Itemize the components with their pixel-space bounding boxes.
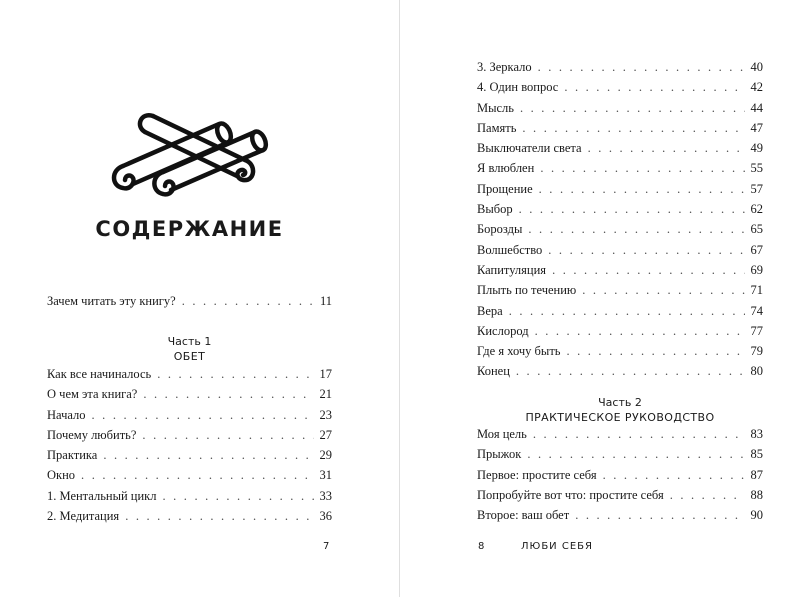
toc-entry-title: Почему любить? bbox=[47, 427, 137, 442]
toc-entry-page: 57 bbox=[750, 181, 763, 196]
toc-entry-page: 90 bbox=[750, 508, 763, 523]
toc-leader-dots bbox=[538, 60, 745, 75]
toc-leader-dots bbox=[81, 468, 313, 483]
toc-entry-page: 44 bbox=[750, 100, 763, 115]
running-head: ЛЮБИ СЕБЯ bbox=[521, 541, 593, 552]
toc-entry-page: 17 bbox=[319, 367, 332, 381]
toc-leader-dots bbox=[519, 202, 745, 217]
toc-leader-dots bbox=[575, 508, 744, 523]
toc-entry-title: 2. Медитация bbox=[47, 509, 120, 524]
toc-entry[interactable] bbox=[477, 161, 763, 181]
toc-entry[interactable] bbox=[47, 448, 332, 468]
toc-entry-title: Капитуляция bbox=[477, 262, 547, 277]
toc-entry-title: Мысль bbox=[477, 100, 514, 115]
toc-entry[interactable] bbox=[47, 294, 332, 314]
part-title: ОБЕТ bbox=[173, 350, 206, 363]
toc-leader-dots bbox=[582, 283, 744, 298]
toc-entry[interactable] bbox=[47, 468, 332, 488]
toc-entry-title: Прыжок bbox=[477, 447, 522, 462]
toc-entry-page: 79 bbox=[750, 344, 763, 359]
toc-entry-title: Где я хочу быть bbox=[477, 344, 561, 359]
toc-entry-title: Окно bbox=[47, 468, 76, 483]
toc-entry-page: 80 bbox=[750, 364, 763, 379]
toc-entry-page: 33 bbox=[319, 488, 332, 503]
toc-entry-title: Начало bbox=[47, 407, 86, 422]
page-number-left: 7 bbox=[323, 541, 330, 552]
toc-entry-title: 1. Ментальный цикл bbox=[47, 488, 157, 503]
toc-leader-dots bbox=[603, 468, 745, 483]
toc-entry-title: Кислород bbox=[477, 323, 529, 338]
toc-entry[interactable] bbox=[477, 263, 763, 283]
toc-leader-dots bbox=[540, 161, 744, 176]
toc-entry[interactable] bbox=[477, 427, 763, 447]
toc-entry-page: 21 bbox=[319, 387, 332, 402]
part2-toc-list bbox=[477, 427, 763, 528]
toc-leader-dots bbox=[142, 428, 313, 443]
toc-entry[interactable] bbox=[47, 387, 332, 407]
toc-entry-page: 55 bbox=[750, 161, 763, 176]
toc-entry-title: Первое: простите себя bbox=[477, 467, 597, 482]
toc-leader-dots bbox=[516, 364, 745, 379]
intro-toc-list bbox=[47, 294, 332, 314]
toc-entry-title: Плыть по течению bbox=[477, 283, 577, 298]
toc-entry-page: 49 bbox=[750, 141, 763, 156]
toc-entry[interactable] bbox=[477, 60, 763, 80]
toc-leader-dots bbox=[548, 243, 744, 258]
toc-leader-dots bbox=[528, 222, 744, 237]
toc-entry-page: 23 bbox=[319, 407, 332, 422]
toc-leader-dots bbox=[552, 263, 744, 278]
toc-entry-title: Практика bbox=[47, 448, 98, 463]
cinnamon-sticks-icon bbox=[105, 104, 273, 200]
part1-toc-list bbox=[47, 367, 332, 529]
toc-entry-page: 36 bbox=[319, 509, 332, 524]
toc-entry-page: 29 bbox=[319, 448, 332, 463]
toc-entry-page: 77 bbox=[750, 323, 763, 338]
toc-entry-title: Выключатели света bbox=[477, 141, 582, 156]
toc-entry[interactable] bbox=[477, 508, 763, 528]
part-number: Часть 1 bbox=[167, 335, 212, 348]
toc-entry[interactable] bbox=[477, 344, 763, 364]
toc-entry-title: 3. Зеркало bbox=[477, 60, 532, 74]
part-title: ПРАКТИЧЕСКОЕ РУКОВОДСТВО bbox=[525, 411, 715, 424]
toc-entry-title: Память bbox=[477, 120, 517, 135]
toc-entry-page: 67 bbox=[750, 242, 763, 257]
part2-heading bbox=[477, 395, 763, 425]
toc-entry-title: Я влюблен bbox=[477, 161, 535, 176]
toc-entry[interactable] bbox=[477, 488, 763, 508]
toc-entry[interactable] bbox=[477, 182, 763, 202]
toc-leader-dots bbox=[527, 447, 744, 462]
toc-entry-page: 87 bbox=[750, 467, 763, 482]
toc-entry[interactable] bbox=[477, 304, 763, 324]
toc-entry-page: 83 bbox=[750, 427, 763, 441]
toc-entry-title: Попробуйте вот что: простите себя bbox=[477, 487, 664, 502]
toc-entry-title: Прощение bbox=[477, 181, 533, 196]
page-title: СОДЕРЖАНИЕ bbox=[95, 217, 284, 241]
left-page bbox=[0, 0, 399, 597]
toc-entry[interactable] bbox=[477, 468, 763, 488]
page-number-right: 8 bbox=[478, 541, 485, 552]
toc-leader-dots bbox=[588, 141, 745, 156]
toc-entry-page: 40 bbox=[750, 60, 763, 74]
toc-leader-dots bbox=[143, 387, 313, 402]
toc-leader-dots bbox=[182, 294, 314, 309]
right-page bbox=[400, 0, 800, 597]
toc-entry-title: Вера bbox=[477, 303, 503, 318]
toc-leader-dots bbox=[509, 304, 745, 319]
toc-entry[interactable] bbox=[47, 428, 332, 448]
toc-entry-page: 47 bbox=[750, 120, 763, 135]
toc-entry-page: 88 bbox=[750, 487, 763, 502]
toc-entry[interactable] bbox=[477, 447, 763, 467]
toc-entry-page: 74 bbox=[750, 303, 763, 318]
toc-entry[interactable] bbox=[477, 80, 763, 100]
toc-leader-dots bbox=[522, 121, 744, 136]
toc-entry[interactable] bbox=[477, 364, 763, 384]
toc-entry-title: Как все начиналось bbox=[47, 367, 152, 381]
toc-entry-page: 62 bbox=[750, 202, 763, 217]
toc-entry-title: 4. Один вопрос bbox=[477, 80, 559, 95]
toc-entry-page: 71 bbox=[750, 283, 763, 298]
toc-entry[interactable] bbox=[477, 222, 763, 242]
toc-leader-dots bbox=[103, 448, 313, 463]
toc-leader-dots bbox=[539, 182, 745, 197]
toc-entry-page: 42 bbox=[750, 80, 763, 95]
toc-entry-title: О чем эта книга? bbox=[47, 387, 138, 402]
toc-entry-page: 27 bbox=[319, 427, 332, 442]
toc-entry[interactable] bbox=[47, 367, 332, 387]
part1-continued-toc-list bbox=[477, 60, 763, 385]
toc-leader-dots bbox=[535, 324, 745, 339]
toc-entry-title: Зачем читать эту книгу? bbox=[47, 294, 176, 308]
toc-entry[interactable] bbox=[47, 509, 332, 529]
toc-leader-dots bbox=[564, 80, 744, 95]
toc-entry-title: Моя цель bbox=[477, 427, 527, 441]
toc-entry-page: 31 bbox=[319, 468, 332, 483]
toc-entry[interactable] bbox=[477, 121, 763, 141]
toc-entry-page: 85 bbox=[750, 447, 763, 462]
toc-entry[interactable] bbox=[477, 283, 763, 303]
toc-entry[interactable] bbox=[47, 489, 332, 509]
toc-entry[interactable] bbox=[47, 408, 332, 428]
toc-leader-dots bbox=[125, 509, 313, 524]
toc-leader-dots bbox=[92, 408, 314, 423]
toc-entry-title: Второе: ваш обет bbox=[477, 508, 570, 523]
toc-entry[interactable] bbox=[477, 101, 763, 121]
toc-entry-page: 65 bbox=[750, 222, 763, 237]
toc-entry-title: Конец bbox=[477, 364, 510, 379]
toc-entry[interactable] bbox=[477, 141, 763, 161]
toc-entry-page: 69 bbox=[750, 262, 763, 277]
toc-entry-title: Волшебство bbox=[477, 242, 543, 257]
part-number: Часть 2 bbox=[598, 396, 642, 409]
toc-leader-dots bbox=[670, 488, 745, 503]
toc-entry[interactable] bbox=[477, 202, 763, 222]
toc-entry-title: Выбор bbox=[477, 202, 513, 217]
toc-entry[interactable] bbox=[477, 243, 763, 263]
toc-leader-dots bbox=[566, 344, 744, 359]
toc-leader-dots bbox=[163, 489, 314, 504]
toc-entry-title: Борозды bbox=[477, 222, 523, 237]
toc-entry[interactable] bbox=[477, 324, 763, 344]
toc-leader-dots bbox=[157, 367, 313, 382]
part1-heading bbox=[47, 334, 332, 364]
toc-entry-page: 11 bbox=[319, 294, 332, 308]
toc-leader-dots bbox=[520, 101, 745, 116]
toc-leader-dots bbox=[533, 427, 745, 442]
